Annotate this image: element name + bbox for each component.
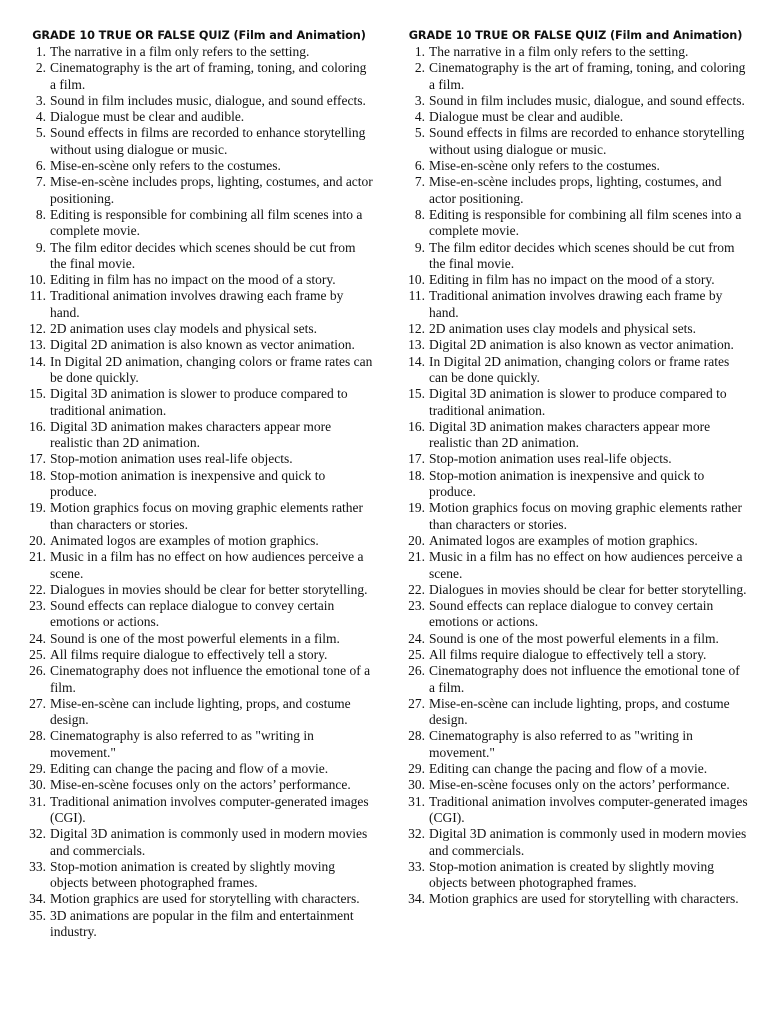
question-item <box>24 533 374 549</box>
question-text: Stop-motion animation is created by slightly moving objects between photographed frames. <box>429 858 714 891</box>
question-number: 32. <box>29 826 46 842</box>
question-item <box>403 533 748 549</box>
question-item <box>403 761 748 777</box>
question-number: 34. <box>408 891 425 907</box>
quiz-title: GRADE 10 TRUE OR FALSE QUIZ (Film and Animation) <box>32 29 366 42</box>
question-item <box>24 582 374 598</box>
question-number: 31. <box>408 793 425 809</box>
question-number: 23. <box>408 598 425 614</box>
question-number: 34. <box>29 891 46 907</box>
question-item <box>403 451 748 467</box>
question-text: Sound in film includes music, dialogue, and sound effects. <box>50 92 366 108</box>
question-item <box>403 125 748 158</box>
question-number: 1. <box>414 44 425 59</box>
question-item <box>24 321 374 337</box>
question-number: 17. <box>408 451 425 467</box>
question-text: Stop-motion animation is inexpensive and quick to produce. <box>429 467 705 500</box>
question-text: Dialogues in movies should be clear for better storytelling. <box>50 581 368 597</box>
question-number: 28. <box>29 728 46 744</box>
question-number: 21. <box>29 549 46 565</box>
question-item <box>403 891 748 907</box>
question-item <box>403 337 748 353</box>
question-text: 3D animations are popular in the film and entertainment industry. <box>50 907 354 940</box>
question-text: Cinematography is also referred to as "writing in movement." <box>50 728 314 760</box>
question-number: 7. <box>414 174 425 190</box>
question-list <box>403 44 748 908</box>
question-item <box>403 500 748 533</box>
question-number: 8. <box>414 206 425 222</box>
question-text: Sound is one of the most powerful elements in a film. <box>50 630 340 646</box>
question-item <box>24 93 374 109</box>
question-number: 11. <box>29 288 46 304</box>
question-text: Mise-en-scène includes props, lighting, costumes, and actor positioning. <box>50 174 373 206</box>
question-number: 35. <box>29 907 46 923</box>
question-item <box>403 468 748 501</box>
question-number: 2. <box>35 60 46 76</box>
question-text: Mise-en-scène can include lighting, props, and costume design. <box>50 695 351 728</box>
question-number: 15. <box>29 386 46 402</box>
question-number: 4. <box>35 109 46 125</box>
question-text: Animated logos are examples of motion graphics. <box>429 532 698 548</box>
question-item <box>403 174 748 207</box>
question-item <box>403 631 748 647</box>
question-text: Music in a film has no effect on how audiences perceive a scene. <box>429 549 743 581</box>
question-item <box>403 109 748 125</box>
question-item <box>24 44 374 60</box>
question-item <box>24 859 374 892</box>
question-item <box>24 354 374 387</box>
question-text: Digital 3D animation is commonly used in modern movies and commercials. <box>429 826 747 858</box>
question-number: 26. <box>408 663 425 679</box>
question-text: Cinematography is also referred to as "writing in movement." <box>429 728 693 760</box>
question-number: 9. <box>35 239 46 255</box>
question-number: 5. <box>35 125 46 141</box>
question-text: The narrative in a film only refers to the setting. <box>429 44 689 59</box>
question-number: 13. <box>408 337 425 353</box>
question-text: In Digital 2D animation, changing colors or frame rates can be done quickly. <box>50 353 373 385</box>
question-text: Digital 2D animation is also known as vector animation. <box>50 337 355 353</box>
question-number: 10. <box>29 272 46 288</box>
question-item <box>24 451 374 467</box>
question-text: Digital 3D animation makes characters appear more realistic than 2D animation. <box>429 418 711 451</box>
question-item <box>403 582 748 598</box>
question-number: 19. <box>29 500 46 516</box>
question-text: All films require dialogue to effectively tell a story. <box>50 646 328 662</box>
quiz-column-right <box>403 28 748 908</box>
question-item <box>403 826 748 859</box>
question-number: 17. <box>29 451 46 467</box>
question-number: 14. <box>29 353 46 369</box>
question-item <box>403 859 748 892</box>
question-number: 27. <box>29 695 46 711</box>
question-number: 1. <box>35 44 46 59</box>
question-number: 18. <box>408 467 425 483</box>
question-number: 33. <box>408 858 425 874</box>
question-text: Animated logos are examples of motion graphics. <box>50 532 319 548</box>
question-text: The film editor decides which scenes should be cut from the final movie. <box>429 239 735 271</box>
question-text: Cinematography does not influence the emotional tone of a film. <box>429 663 740 695</box>
question-text: Sound effects can replace dialogue to convey certain emotions or actions. <box>50 598 335 630</box>
question-number: 6. <box>35 158 46 174</box>
question-item <box>403 207 748 240</box>
question-number: 11. <box>408 288 425 304</box>
question-item <box>24 125 374 158</box>
question-item <box>24 158 374 174</box>
question-text: Cinematography does not influence the emotional tone of a film. <box>50 663 371 695</box>
question-item <box>24 337 374 353</box>
question-item <box>24 207 374 240</box>
question-text: Mise-en-scène focuses only on the actors’ performance. <box>429 777 730 793</box>
question-item <box>403 354 748 387</box>
question-text: Digital 3D animation is slower to produce compared to traditional animation. <box>429 386 727 418</box>
question-number: 15. <box>408 386 425 402</box>
question-item <box>403 549 748 582</box>
question-item <box>403 240 748 273</box>
question-text: All films require dialogue to effectively tell a story. <box>429 646 707 662</box>
question-text: Digital 2D animation is also known as vector animation. <box>429 337 734 353</box>
question-text: Editing in film has no impact on the mood of a story. <box>429 272 715 288</box>
question-item <box>24 908 374 941</box>
question-text: Mise-en-scène includes props, lighting, costumes, and actor positioning. <box>429 174 722 206</box>
question-text: Sound effects in films are recorded to enhance storytelling without using dialogue or music. <box>429 125 745 157</box>
question-text: Dialogue must be clear and audible. <box>50 109 245 125</box>
question-number: 6. <box>414 158 425 174</box>
question-text: Editing can change the pacing and flow of a movie. <box>50 761 329 777</box>
question-text: Traditional animation involves computer-generated images (CGI). <box>429 793 748 825</box>
question-item <box>403 598 748 631</box>
question-text: Dialogue must be clear and audible. <box>429 109 624 125</box>
question-text: The narrative in a film only refers to the setting. <box>50 44 310 59</box>
question-text: Stop-motion animation is created by slightly moving objects between photographed frames. <box>50 858 335 891</box>
question-number: 26. <box>29 663 46 679</box>
question-number: 18. <box>29 467 46 483</box>
question-number: 30. <box>408 777 425 793</box>
question-number: 23. <box>29 598 46 614</box>
question-item <box>403 158 748 174</box>
question-text: Mise-en-scène only refers to the costumes. <box>50 158 281 174</box>
question-text: The film editor decides which scenes should be cut from the final movie. <box>50 239 356 271</box>
quiz-column-left <box>24 28 374 940</box>
question-item <box>403 794 748 827</box>
question-item <box>24 174 374 207</box>
question-number: 13. <box>29 337 46 353</box>
question-number: 24. <box>408 630 425 646</box>
question-item <box>403 93 748 109</box>
quiz-title: GRADE 10 TRUE OR FALSE QUIZ (Film and Animation) <box>408 29 743 42</box>
question-item <box>24 761 374 777</box>
question-number: 19. <box>408 500 425 516</box>
question-text: Sound effects can replace dialogue to convey certain emotions or actions. <box>429 598 714 630</box>
question-list <box>24 44 374 940</box>
question-item <box>403 777 748 793</box>
question-item <box>24 60 374 93</box>
question-number: 9. <box>414 239 425 255</box>
question-text: Cinematography is the art of framing, toning, and coloring a film. <box>50 60 367 92</box>
question-number: 25. <box>29 646 46 662</box>
question-number: 5. <box>414 125 425 141</box>
question-text: Motion graphics are used for storytelling with characters. <box>50 891 360 907</box>
question-item <box>403 272 748 288</box>
question-item <box>403 728 748 761</box>
question-item <box>24 240 374 273</box>
question-number: 12. <box>29 321 46 337</box>
question-text: Sound is one of the most powerful elements in a film. <box>429 630 719 646</box>
question-text: Mise-en-scène focuses only on the actors’ performance. <box>50 777 351 793</box>
question-item <box>403 60 748 93</box>
question-number: 3. <box>35 92 46 108</box>
question-number: 7. <box>35 174 46 190</box>
question-item <box>24 728 374 761</box>
question-item <box>24 696 374 729</box>
question-text: Digital 3D animation makes characters appear more realistic than 2D animation. <box>50 418 332 451</box>
question-item <box>403 419 748 452</box>
question-text: Stop-motion animation uses real-life objects. <box>429 451 672 467</box>
question-number: 21. <box>408 549 425 565</box>
question-item <box>403 696 748 729</box>
question-text: Digital 3D animation is commonly used in modern movies and commercials. <box>50 826 368 858</box>
question-text: Motion graphics focus on moving graphic elements rather than characters or stories. <box>50 500 364 532</box>
question-item <box>24 288 374 321</box>
question-text: Traditional animation involves computer-generated images (CGI). <box>50 793 369 825</box>
question-number: 20. <box>29 532 46 548</box>
question-number: 29. <box>408 761 425 777</box>
question-item <box>24 272 374 288</box>
question-number: 16. <box>29 418 46 434</box>
question-number: 31. <box>29 793 46 809</box>
question-number: 28. <box>408 728 425 744</box>
question-number: 10. <box>408 272 425 288</box>
question-item <box>24 386 374 419</box>
question-item <box>24 500 374 533</box>
question-number: 12. <box>408 321 425 337</box>
question-item <box>24 663 374 696</box>
question-text: Editing can change the pacing and flow of a movie. <box>429 761 708 777</box>
question-item <box>24 109 374 125</box>
question-number: 2. <box>414 60 425 76</box>
question-text: Traditional animation involves drawing each frame by hand. <box>429 288 723 320</box>
question-text: Editing in film has no impact on the mood of a story. <box>50 272 336 288</box>
question-item <box>24 647 374 663</box>
question-text: Digital 3D animation is slower to produce compared to traditional animation. <box>50 386 348 418</box>
question-text: Dialogues in movies should be clear for better storytelling. <box>429 581 747 597</box>
question-text: 2D animation uses clay models and physical sets. <box>429 321 696 337</box>
question-number: 22. <box>29 581 46 597</box>
question-text: Mise-en-scène can include lighting, props, and costume design. <box>429 695 730 728</box>
question-number: 3. <box>414 92 425 108</box>
question-number: 8. <box>35 206 46 222</box>
question-number: 27. <box>408 695 425 711</box>
question-number: 33. <box>29 858 46 874</box>
question-item <box>403 663 748 696</box>
question-item <box>24 777 374 793</box>
question-number: 32. <box>408 826 425 842</box>
question-text: Motion graphics focus on moving graphic elements rather than characters or stories. <box>429 500 743 532</box>
question-number: 4. <box>414 109 425 125</box>
question-number: 30. <box>29 777 46 793</box>
question-text: 2D animation uses clay models and physical sets. <box>50 321 317 337</box>
question-item <box>403 386 748 419</box>
question-number: 29. <box>29 761 46 777</box>
question-item <box>403 44 748 60</box>
question-text: Traditional animation involves drawing each frame by hand. <box>50 288 344 320</box>
question-text: Motion graphics are used for storytelling with characters. <box>429 891 739 907</box>
question-number: 14. <box>408 353 425 369</box>
question-number: 22. <box>408 581 425 597</box>
question-item <box>24 631 374 647</box>
question-item <box>24 794 374 827</box>
question-item <box>403 647 748 663</box>
question-number: 16. <box>408 418 425 434</box>
question-text: Stop-motion animation uses real-life objects. <box>50 451 293 467</box>
question-item <box>24 598 374 631</box>
question-text: Music in a film has no effect on how audiences perceive a scene. <box>50 549 364 581</box>
question-text: In Digital 2D animation, changing colors or frame rates can be done quickly. <box>429 353 730 385</box>
question-text: Cinematography is the art of framing, toning, and coloring a film. <box>429 60 746 92</box>
question-item <box>24 891 374 907</box>
question-number: 24. <box>29 630 46 646</box>
question-text: Editing is responsible for combining all film scenes into a complete movie. <box>50 206 363 239</box>
question-text: Editing is responsible for combining all film scenes into a complete movie. <box>429 206 742 239</box>
question-item <box>24 826 374 859</box>
question-item <box>24 468 374 501</box>
question-item <box>24 549 374 582</box>
question-text: Stop-motion animation is inexpensive and quick to produce. <box>50 467 326 500</box>
question-text: Sound effects in films are recorded to enhance storytelling without using dialogue or music. <box>50 125 366 157</box>
question-number: 25. <box>408 646 425 662</box>
question-text: Sound in film includes music, dialogue, and sound effects. <box>429 92 745 108</box>
question-item <box>24 419 374 452</box>
question-item <box>403 321 748 337</box>
question-item <box>403 288 748 321</box>
question-text: Mise-en-scène only refers to the costumes. <box>429 158 660 174</box>
question-number: 20. <box>408 532 425 548</box>
